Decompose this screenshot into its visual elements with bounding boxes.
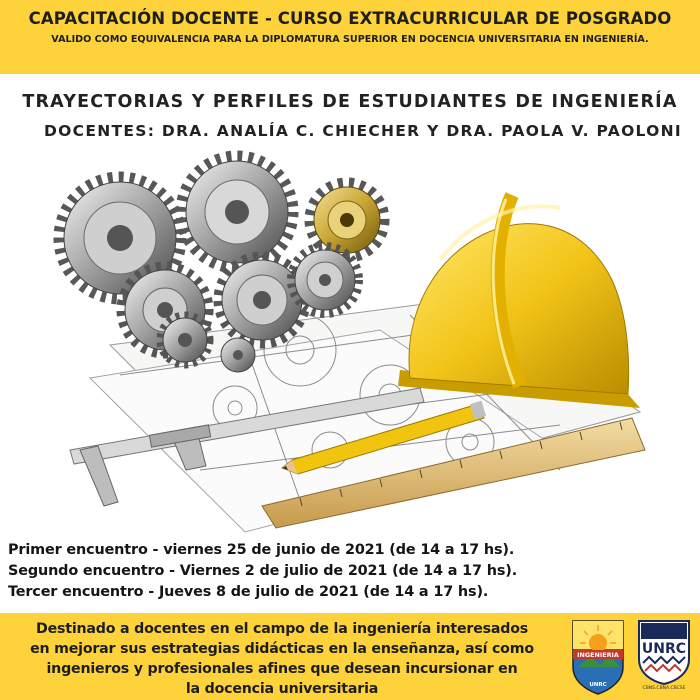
unrc-shield-icon (635, 619, 693, 685)
audience-line: en mejorar sus estrategias didácticas en la enseñanza, así como (30, 641, 534, 657)
ingenieria-logo (570, 619, 626, 695)
engineering-illustration (0, 150, 700, 540)
schedule-list (8, 540, 698, 603)
top-banner (0, 0, 700, 74)
course-title: TRAYECTORIAS Y PERFILES DE ESTUDIANTES DE INGENIERÍA (22, 92, 678, 112)
ingenieria-logo-word: INGENIERIA (577, 651, 619, 659)
audience-description (14, 619, 550, 699)
audience-line: la docencia universitaria (185, 681, 379, 697)
schedule-item: Primer encuentro - viernes 25 de junio de 2021 (de 14 a 17 hs). (8, 542, 515, 558)
header-subtitle: VALIDO COMO EQUIVALENCIA PARA LA DIPLOMATURA SUPERIOR EN DOCENCIA UNIVERSITARIA EN INGENIERÍA. (51, 34, 649, 45)
ingenieria-logo-sub: UNRC (589, 682, 607, 688)
schedule-item: Tercer encuentro - Jueves 8 de julio de 2021 (de 14 a 17 hs). (8, 584, 489, 600)
audience-line: Destinado a docentes en el campo de la ingeniería interesados (36, 621, 528, 637)
audience-line: ingenieros y profesionales afines que desean incursionar en (46, 661, 518, 677)
header-title: CAPACITACIÓN DOCENTE - CURSO EXTRACURRICULAR DE POSGRADO (28, 9, 672, 28)
course-teachers: DOCENTES: DRA. ANALÍA C. CHIECHER Y DRA. PAOLA V. PAOLONI (44, 122, 682, 140)
illustration-svg (0, 150, 700, 540)
bottom-banner (0, 613, 700, 700)
unrc-logo (635, 619, 693, 695)
unrc-logo-sub: CBNS.CBNA.CBCSE (642, 686, 686, 691)
hard-hat-icon (398, 195, 640, 408)
ingenieria-shield-icon (570, 619, 626, 695)
unrc-logo-word: UNRC (641, 641, 687, 657)
schedule-item: Segundo encuentro - Viernes 2 de julio de 2021 (de 14 a 17 hs). (8, 563, 518, 579)
